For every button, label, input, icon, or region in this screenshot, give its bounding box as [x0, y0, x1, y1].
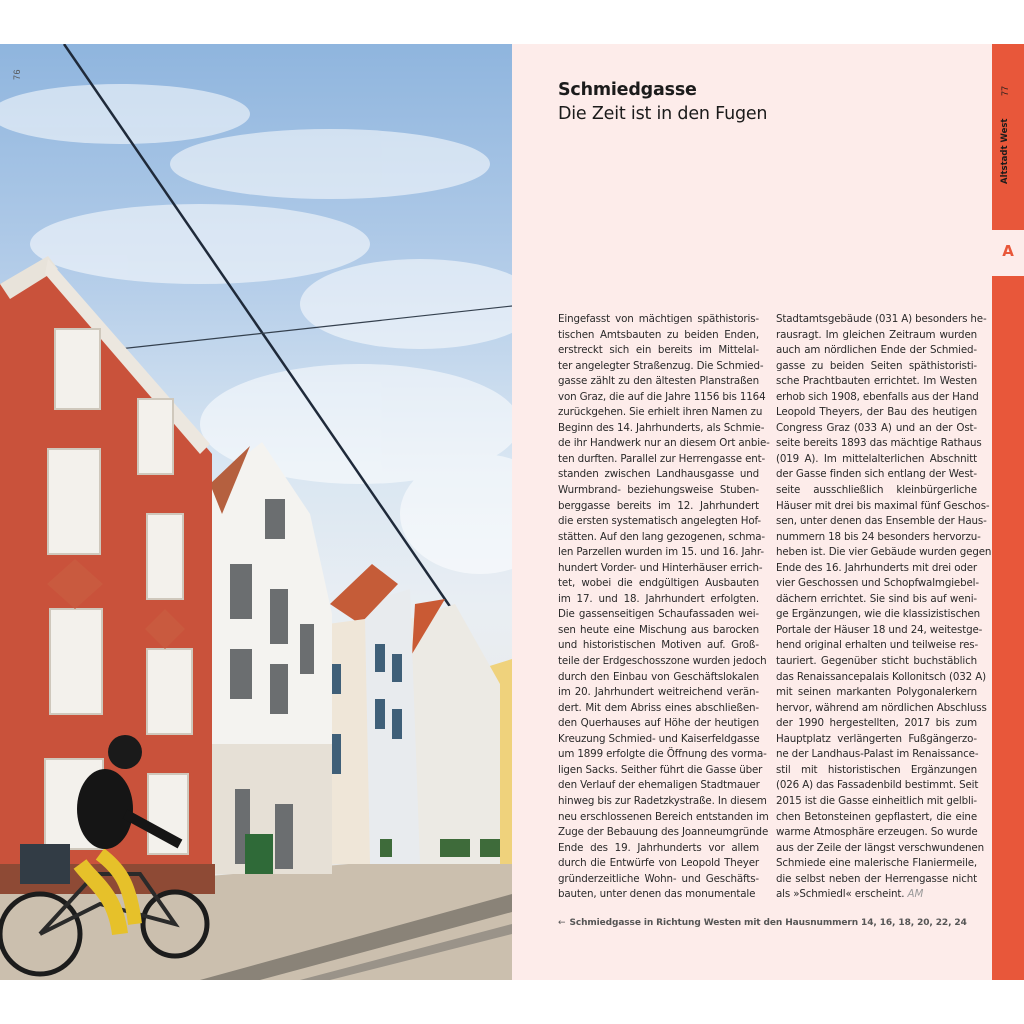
book-spread	[0, 44, 1024, 980]
text-line: mit seinen markanten Polygonalerkern	[776, 686, 977, 699]
text-line: ge Ergänzungen, wie die klassizistischen	[776, 608, 981, 621]
text-line: hundert Vorder- und Hinterhäuser errich-	[558, 561, 763, 574]
article-subtitle: Die Zeit ist in den Fugen	[558, 104, 768, 124]
text-line: tet, wobei die endgültigen Ausbauten	[558, 577, 759, 590]
text-line: um 1899 erfolgte die Öffnung des vorma-	[558, 748, 767, 761]
text-line: ne der Landhaus-Palast im Renaissance-	[776, 748, 979, 761]
text-line: gründerzeitliche Wohn- und Geschäfts-	[558, 872, 759, 885]
text-line: als »Schmiedl« erscheint. AM	[776, 888, 924, 901]
text-line: berggasse bereits im 12. Jahrhundert	[558, 499, 759, 512]
article-title: Schmiedgasse	[558, 80, 697, 100]
text-line: durch den Einbau von Geschäftslokalen	[558, 670, 759, 683]
text-line: hinweg bis zur Radetzkystraße. In diesem	[558, 794, 767, 807]
text-line: Wurmbrand- beziehungsweise Stuben-	[558, 484, 759, 497]
text-line: heben ist. Die vier Gebäude wurden gegen	[776, 546, 992, 559]
text-line: zurückgehen. Sie erhielt ihren Namen zu	[558, 406, 763, 419]
text-line: warme Atmosphäre erzeugen. So wurde	[776, 826, 978, 839]
text-line: die selbst neben der Herrengasse nicht	[776, 872, 977, 885]
text-line: vier Geschossen und Schopfwalmgiebel-	[776, 577, 979, 590]
text-line: Hauptplatz verlängerten Fußgängerzo-	[776, 732, 977, 745]
text-line: durch die Entwürfe von Leopold Theyer	[558, 857, 759, 870]
text-line: erhob sich 1908, ebenfalls aus der Hand	[776, 390, 979, 403]
text-line: dächern errichtet. Sie sind bis auf weni-	[776, 592, 977, 605]
text-line: der Gasse finden sich entlang der West-	[776, 468, 977, 481]
text-line: Häuser mit drei bis maximal fünf Geschos-	[776, 499, 990, 512]
text-line: Zuge der Bebauung des Joanneumgründe	[558, 826, 769, 839]
text-line: 2015 ist die Gasse einheitlich mit gelbli-	[776, 794, 977, 807]
text-line: Stadtamtsgebäude (031 A) besonders he-	[776, 313, 987, 325]
text-line: tischen Amtsbauten zu beiden Enden,	[558, 328, 759, 341]
section-letter: A	[1002, 242, 1014, 260]
text-line: tauriert. Gegenüber sticht buchstäblich	[776, 655, 977, 668]
text-line: Congress Graz (033 A) und an der Ost-	[776, 421, 977, 434]
text-line: neu erschlossenen Bereich entstanden im	[558, 810, 769, 823]
page-number-left: 76	[12, 68, 22, 80]
text-line: teile der Erdgeschosszone wurden jedoch	[558, 655, 767, 668]
text-line: rausragt. Im gleichen Zeitraum wurden	[776, 328, 977, 341]
text-line: standen zwischen Landhausgasse und	[558, 468, 759, 481]
text-line: dert. Mit dem Abriss eines abschließen-	[558, 701, 759, 714]
text-line: gasse zählt zu den ältesten Planstraßen	[558, 375, 759, 388]
text-line: de ihr Handwerk nur an diesem Ort anbie-	[558, 437, 770, 450]
text-line: im 20. Jahrhundert weitreichend verän-	[558, 686, 759, 699]
text-line: im 17. und 18. Jahrhundert erfolgten.	[558, 592, 759, 605]
text-line: (019 A). Im mittelalterlichen Abschnitt	[776, 452, 977, 465]
text-line: Eingefasst von mächtigen späthistoris-	[558, 313, 759, 325]
left-arrow-icon: ←	[558, 918, 566, 928]
text-line: sen heute eine Mischung aus barocken	[558, 623, 759, 636]
text-line: sche Prachtbauten errichtet. Im Westen	[776, 375, 977, 388]
photo-page	[0, 44, 512, 980]
text-line: ligen Sacks. Seither führt die Gasse über	[558, 763, 763, 776]
text-line: erstreckt sich ein bereits im Mittelal-	[558, 344, 759, 357]
text-line: bauten, unter denen das monumentale	[558, 888, 756, 901]
text-line: der 1990 hergestellten, 2017 bis zum	[776, 717, 977, 730]
text-line: nummern 18 bis 24 besonders hervorzu-	[776, 530, 981, 543]
text-line: stätten. Auf den lang gezogenen, schma-	[558, 530, 765, 543]
photo-caption	[558, 918, 967, 928]
text-line: Portale der Häuser 18 und 24, weitestge-	[776, 623, 983, 636]
street-photo	[0, 44, 512, 980]
text-line: hervor, während am nördlichen Abschluss	[776, 701, 987, 714]
caption-text: Schmiedgasse in Richtung Westen mit den Hausnummern 14, 16, 18, 20, 22, 24	[569, 918, 967, 928]
text-line: chen Betonsteinen gepflastert, die eine	[776, 810, 977, 823]
text-line: Beginn des 14. Jahrhunderts, als Schmie-	[558, 421, 765, 434]
text-line: aus der Zeile der längst verschwundenen	[776, 841, 984, 854]
text-line: und historistischen Motiven auf. Groß-	[558, 639, 759, 652]
text-line: sen, unter denen das Ensemble der Haus-	[776, 515, 987, 528]
text-line: auch am nördlichen Ende der Schmied-	[776, 344, 977, 357]
author-initials: AM	[904, 888, 924, 901]
text-line: stil mit historistischen Ergänzungen	[776, 763, 977, 776]
section-tab	[992, 44, 1024, 980]
text-line: Leopold Theyers, der Bau des heutigen	[776, 406, 977, 419]
text-line: den Verlauf der ehemaligen Stadtmauer	[558, 779, 760, 792]
text-column-1	[558, 312, 770, 903]
text-line: die ersten systematisch angelegten Hof-	[558, 515, 761, 528]
text-line: hend original erhalten und teilweise res-	[776, 639, 979, 652]
text-line: Ende des 16. Jahrhunderts mit drei oder	[776, 561, 977, 574]
text-line: von Graz, die auf die Jahre 1156 bis 1164	[558, 390, 766, 403]
text-line: Ende des 19. Jahrhunderts vor allem	[558, 841, 759, 854]
text-line: ten durften. Parallel zur Herrengasse ent-	[558, 452, 766, 465]
text-line: gasse zu beiden Seiten späthistoristi-	[776, 359, 977, 372]
text-page	[512, 44, 992, 980]
text-line: Kreuzung Schmied- und Kaiserfeldgasse	[558, 732, 760, 745]
page-number-right: 77	[1000, 85, 1010, 96]
text-line: seite bereits 1893 das mächtige Rathaus	[776, 437, 982, 450]
text-line: ter angelegter Straßenzug. Die Schmied-	[558, 359, 764, 372]
section-name: Altstadt West	[1000, 118, 1010, 184]
text-line: (026 A) das Fassadenbild bestimmt. Seit	[776, 779, 979, 792]
text-line: Schmiede eine malerische Flaniermeile,	[776, 857, 977, 870]
text-line: seite ausschließlich kleinbürgerliche	[776, 484, 977, 497]
text-line: das Renaissancepalais Kollonitsch (032 A)	[776, 670, 986, 683]
text-column-2	[776, 312, 992, 903]
text-line: len Parzellen wurden im 15. und 16. Jahr-	[558, 546, 764, 559]
text-line: Die gassenseitigen Schaufassaden wei-	[558, 608, 759, 621]
text-line: den Querhauses auf Höhe der heutigen	[558, 717, 759, 730]
